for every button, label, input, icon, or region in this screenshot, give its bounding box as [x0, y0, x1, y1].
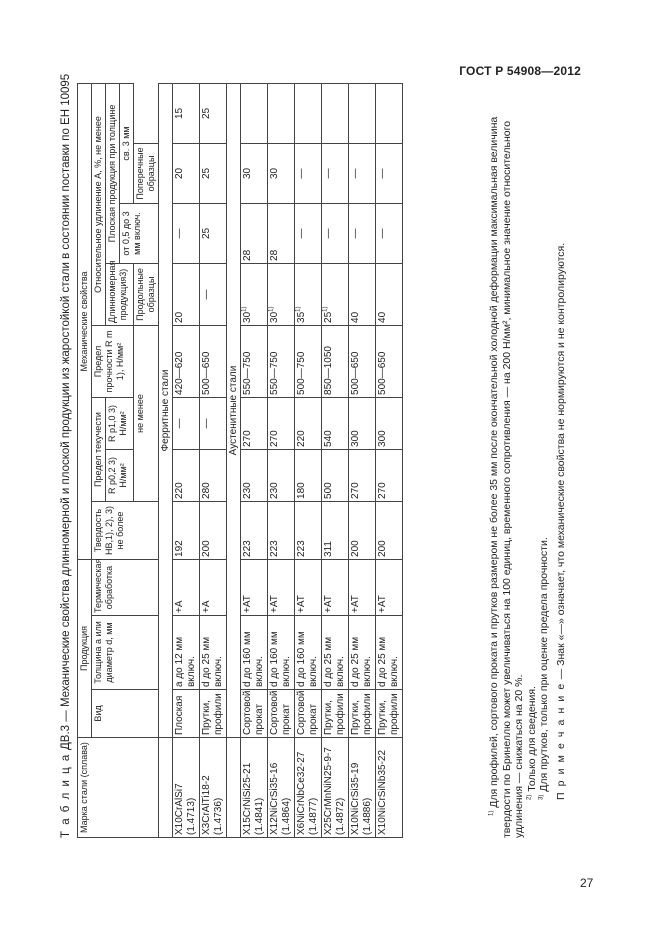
grade: X3CrAlTi18-2 [201, 775, 212, 835]
hardness: 223 [268, 501, 295, 559]
header-thick: св. 3 мм [120, 83, 134, 203]
grade-number: (1.4872) [335, 797, 346, 835]
view: Сортовой прокат [268, 690, 295, 738]
elong-long-samples: 30 [268, 143, 295, 203]
elong-trans-samples: 15 [173, 83, 200, 143]
tensile: 420—620 [173, 325, 200, 397]
grade: X10NiCrSiNb35-22 [377, 749, 388, 835]
elong-trans-samples [349, 83, 376, 143]
view: Сортовой прокат [295, 690, 322, 738]
grade: X10NiCrSi35-19 [350, 762, 361, 835]
rotated-table-block [60, 73, 572, 838]
footnote-ref: 1) [322, 306, 329, 312]
header-flat-products: Плоская продукция при толщине [106, 83, 120, 263]
rp10: 300 [376, 397, 403, 449]
hardness: 192 [173, 501, 200, 559]
heat-treatment: +AT [241, 559, 268, 615]
thickness: d до 160 мм включ. [268, 616, 295, 690]
tensile: 500—650 [376, 325, 403, 397]
elong-long: 25 [323, 311, 334, 323]
view: Прутки, профили [322, 690, 349, 738]
heat-treatment: +AT [349, 559, 376, 615]
elong-long-samples: 25 [200, 143, 227, 203]
thickness: d до 160 мм включ. [241, 616, 268, 690]
header-thickness: Толщина а или диаметр d, мм [92, 616, 159, 690]
table-caption [60, 73, 72, 838]
elong-trans-samples [268, 83, 295, 143]
rp02: 180 [295, 449, 322, 501]
elong-long: 35 [296, 311, 307, 323]
section-ferritic: Ферритные стали [159, 83, 173, 737]
elong-long-samples: 30 [241, 143, 268, 203]
elong-thin: — [349, 203, 376, 263]
grade-number: (1.4841) [254, 797, 265, 835]
tensile: 550—750 [241, 325, 268, 397]
elong-thin: — [322, 203, 349, 263]
view: Прутки, профили [349, 690, 376, 738]
rp10: 220 [295, 397, 322, 449]
grade: X10CrAlSi7 [174, 783, 185, 835]
footnote-ref: 1) [268, 306, 275, 312]
rp10: 540 [322, 397, 349, 449]
view: Прутки, профили [200, 690, 227, 738]
header-mechanical: Механические свойства [78, 83, 92, 559]
grade: X6NiCrNbCe32-27 [296, 751, 307, 835]
heat-treatment: +A [200, 559, 227, 615]
header-yield: Предел текучести [92, 397, 106, 501]
caption-text: ДВ.3 — Механические свойства длинномерной и плоской продукции из жаростойкой стали в состоянии поставки по ЕН 10095 [60, 73, 72, 750]
elong-long: 40 [376, 263, 403, 325]
grade-number: (1.4877) [308, 797, 319, 835]
elong-thin: 25 [200, 203, 227, 263]
rp10: — [200, 397, 227, 449]
header-tensile: Предел прочности R m 1), H/мм² [92, 325, 134, 397]
grade-number: (1.4736) [213, 797, 224, 835]
header-view: Вид [92, 690, 159, 738]
rp02: 230 [268, 449, 295, 501]
header-long-samples: Продольные образцы [134, 263, 159, 325]
header-elongation: Относительное удлинение А, %, не менее [92, 83, 106, 325]
header-products: Продукция [78, 559, 92, 737]
elong-thin: — [173, 203, 200, 263]
mechanical-properties-table [77, 83, 403, 838]
table-row [173, 83, 200, 837]
rp02: 280 [200, 449, 227, 501]
heat-treatment: +A [173, 559, 200, 615]
header-rp10: R p1,0 3) H/мм² [106, 397, 134, 449]
tensile: 850—1050 [322, 325, 349, 397]
hardness: 200 [349, 501, 376, 559]
page-number: 27 [580, 876, 594, 890]
elong-trans-samples [322, 83, 349, 143]
elong-trans-samples [295, 83, 322, 143]
footnote-ref: 1) [241, 306, 248, 312]
thickness: a до 12 мм включ. [173, 616, 200, 690]
heat-treatment: +AT [295, 559, 322, 615]
footnote-1: $^{1)}$ Для профилей, сортового проката и прутков размером не более 35 мм после окончательной холодной деформации максимальная величина твердости по Бринеллю может увеличиваться на 100 единиц, временного сопротивления — на 200 Н/мм², минимальное значение относительного удлинения — снижаться на 20 %. [488, 116, 525, 838]
elong-long: — [200, 263, 227, 325]
elong-long-samples: — [295, 143, 322, 203]
rp02: 270 [376, 449, 403, 501]
rp02: 500 [322, 449, 349, 501]
view: Плоская [173, 690, 200, 738]
hardness: 223 [295, 501, 322, 559]
rp10: 300 [349, 397, 376, 449]
rp02: 230 [241, 449, 268, 501]
table-row [295, 83, 322, 837]
header-grade: Марка стали (сплава) [78, 738, 159, 838]
elong-long-samples: — [322, 143, 349, 203]
grade-number: (1.4864) [281, 797, 292, 835]
table-row [200, 83, 227, 837]
header-hardness: Твердость HB,1), 2), 3) не более [92, 501, 159, 559]
heat-treatment: +AT [376, 559, 403, 615]
header-trans-samples: Поперечные образцы [134, 143, 159, 203]
elong-long: 20 [173, 263, 200, 325]
header-long-products: Длинномерная продукция3) [106, 263, 134, 325]
tensile: 550—750 [268, 325, 295, 397]
elong-thin: 28 [268, 203, 295, 263]
elong-long: 30 [242, 311, 253, 323]
table-row [241, 83, 268, 837]
thickness: d до 25 мм включ. [376, 616, 403, 690]
rp10: — [173, 397, 200, 449]
elong-long: 30 [269, 311, 280, 323]
rp02: 270 [349, 449, 376, 501]
elong-trans-samples [241, 83, 268, 143]
elong-trans-samples: 25 [200, 83, 227, 143]
elong-long-samples: — [376, 143, 403, 203]
hardness: 311 [322, 501, 349, 559]
table-row [376, 83, 403, 837]
rp02: 220 [173, 449, 200, 501]
view: Сортовой прокат [241, 690, 268, 738]
elong-long-samples: — [349, 143, 376, 203]
standard-designation: ГОСТ Р 54908—2012 [459, 64, 581, 78]
elong-thin: — [376, 203, 403, 263]
note: П р и м е ч а н и е — Знак «—» означает, что механические свойства не нормируются и не контролируются. [554, 242, 567, 800]
header-rp02: R p0,2 3) H/мм² [106, 449, 134, 501]
table-row [349, 83, 376, 837]
footnote-ref: 1) [295, 306, 302, 312]
section-austenitic: Аустенитные стали [227, 83, 241, 737]
table-row [268, 83, 295, 837]
rp10: 270 [241, 397, 268, 449]
view: Прутки, профили [376, 690, 403, 738]
grade: X25CrMnNiN25-9-7 [323, 747, 334, 835]
grade: X15CrNiSi25-21 [242, 762, 253, 835]
elong-thin: — [295, 203, 322, 263]
header-heat-treatment: Термическая обработка [92, 559, 159, 615]
footnote-3: $^{3)}$ Для прутков, только при оценке предела прочности. [538, 537, 550, 800]
grade-number: (1.4713) [186, 797, 197, 835]
elong-long: 40 [349, 263, 376, 325]
hardness: 200 [200, 501, 227, 559]
table-row [322, 83, 349, 837]
thickness: d до 25 мм включ. [349, 616, 376, 690]
heat-treatment: +AT [268, 559, 295, 615]
grade: X12NiCrSi35-16 [269, 762, 280, 835]
thickness: d до 25 мм включ. [322, 616, 349, 690]
thickness: d до 25 мм включ. [200, 616, 227, 690]
header-not-less: не менее [134, 325, 159, 501]
heat-treatment: +AT [322, 559, 349, 615]
header-thin: от 0,5 до 3 мм включ. [120, 203, 159, 263]
elong-trans-samples [376, 83, 403, 143]
elong-long-samples: 20 [173, 143, 200, 203]
footnotes [488, 84, 567, 838]
tensile: 500—650 [200, 325, 227, 397]
hardness: 223 [241, 501, 268, 559]
rp10: 270 [268, 397, 295, 449]
hardness: 200 [376, 501, 403, 559]
footnote-2: $^{2)}$ Только для сведения. [525, 686, 538, 800]
caption-label: Т а б л и ц а [60, 753, 72, 838]
tensile: 500—750 [295, 325, 322, 397]
tensile: 500—650 [349, 325, 376, 397]
grade-number: (1.4886) [362, 797, 373, 835]
thickness: d до 160 мм включ. [295, 616, 322, 690]
elong-thin: 28 [241, 203, 268, 263]
